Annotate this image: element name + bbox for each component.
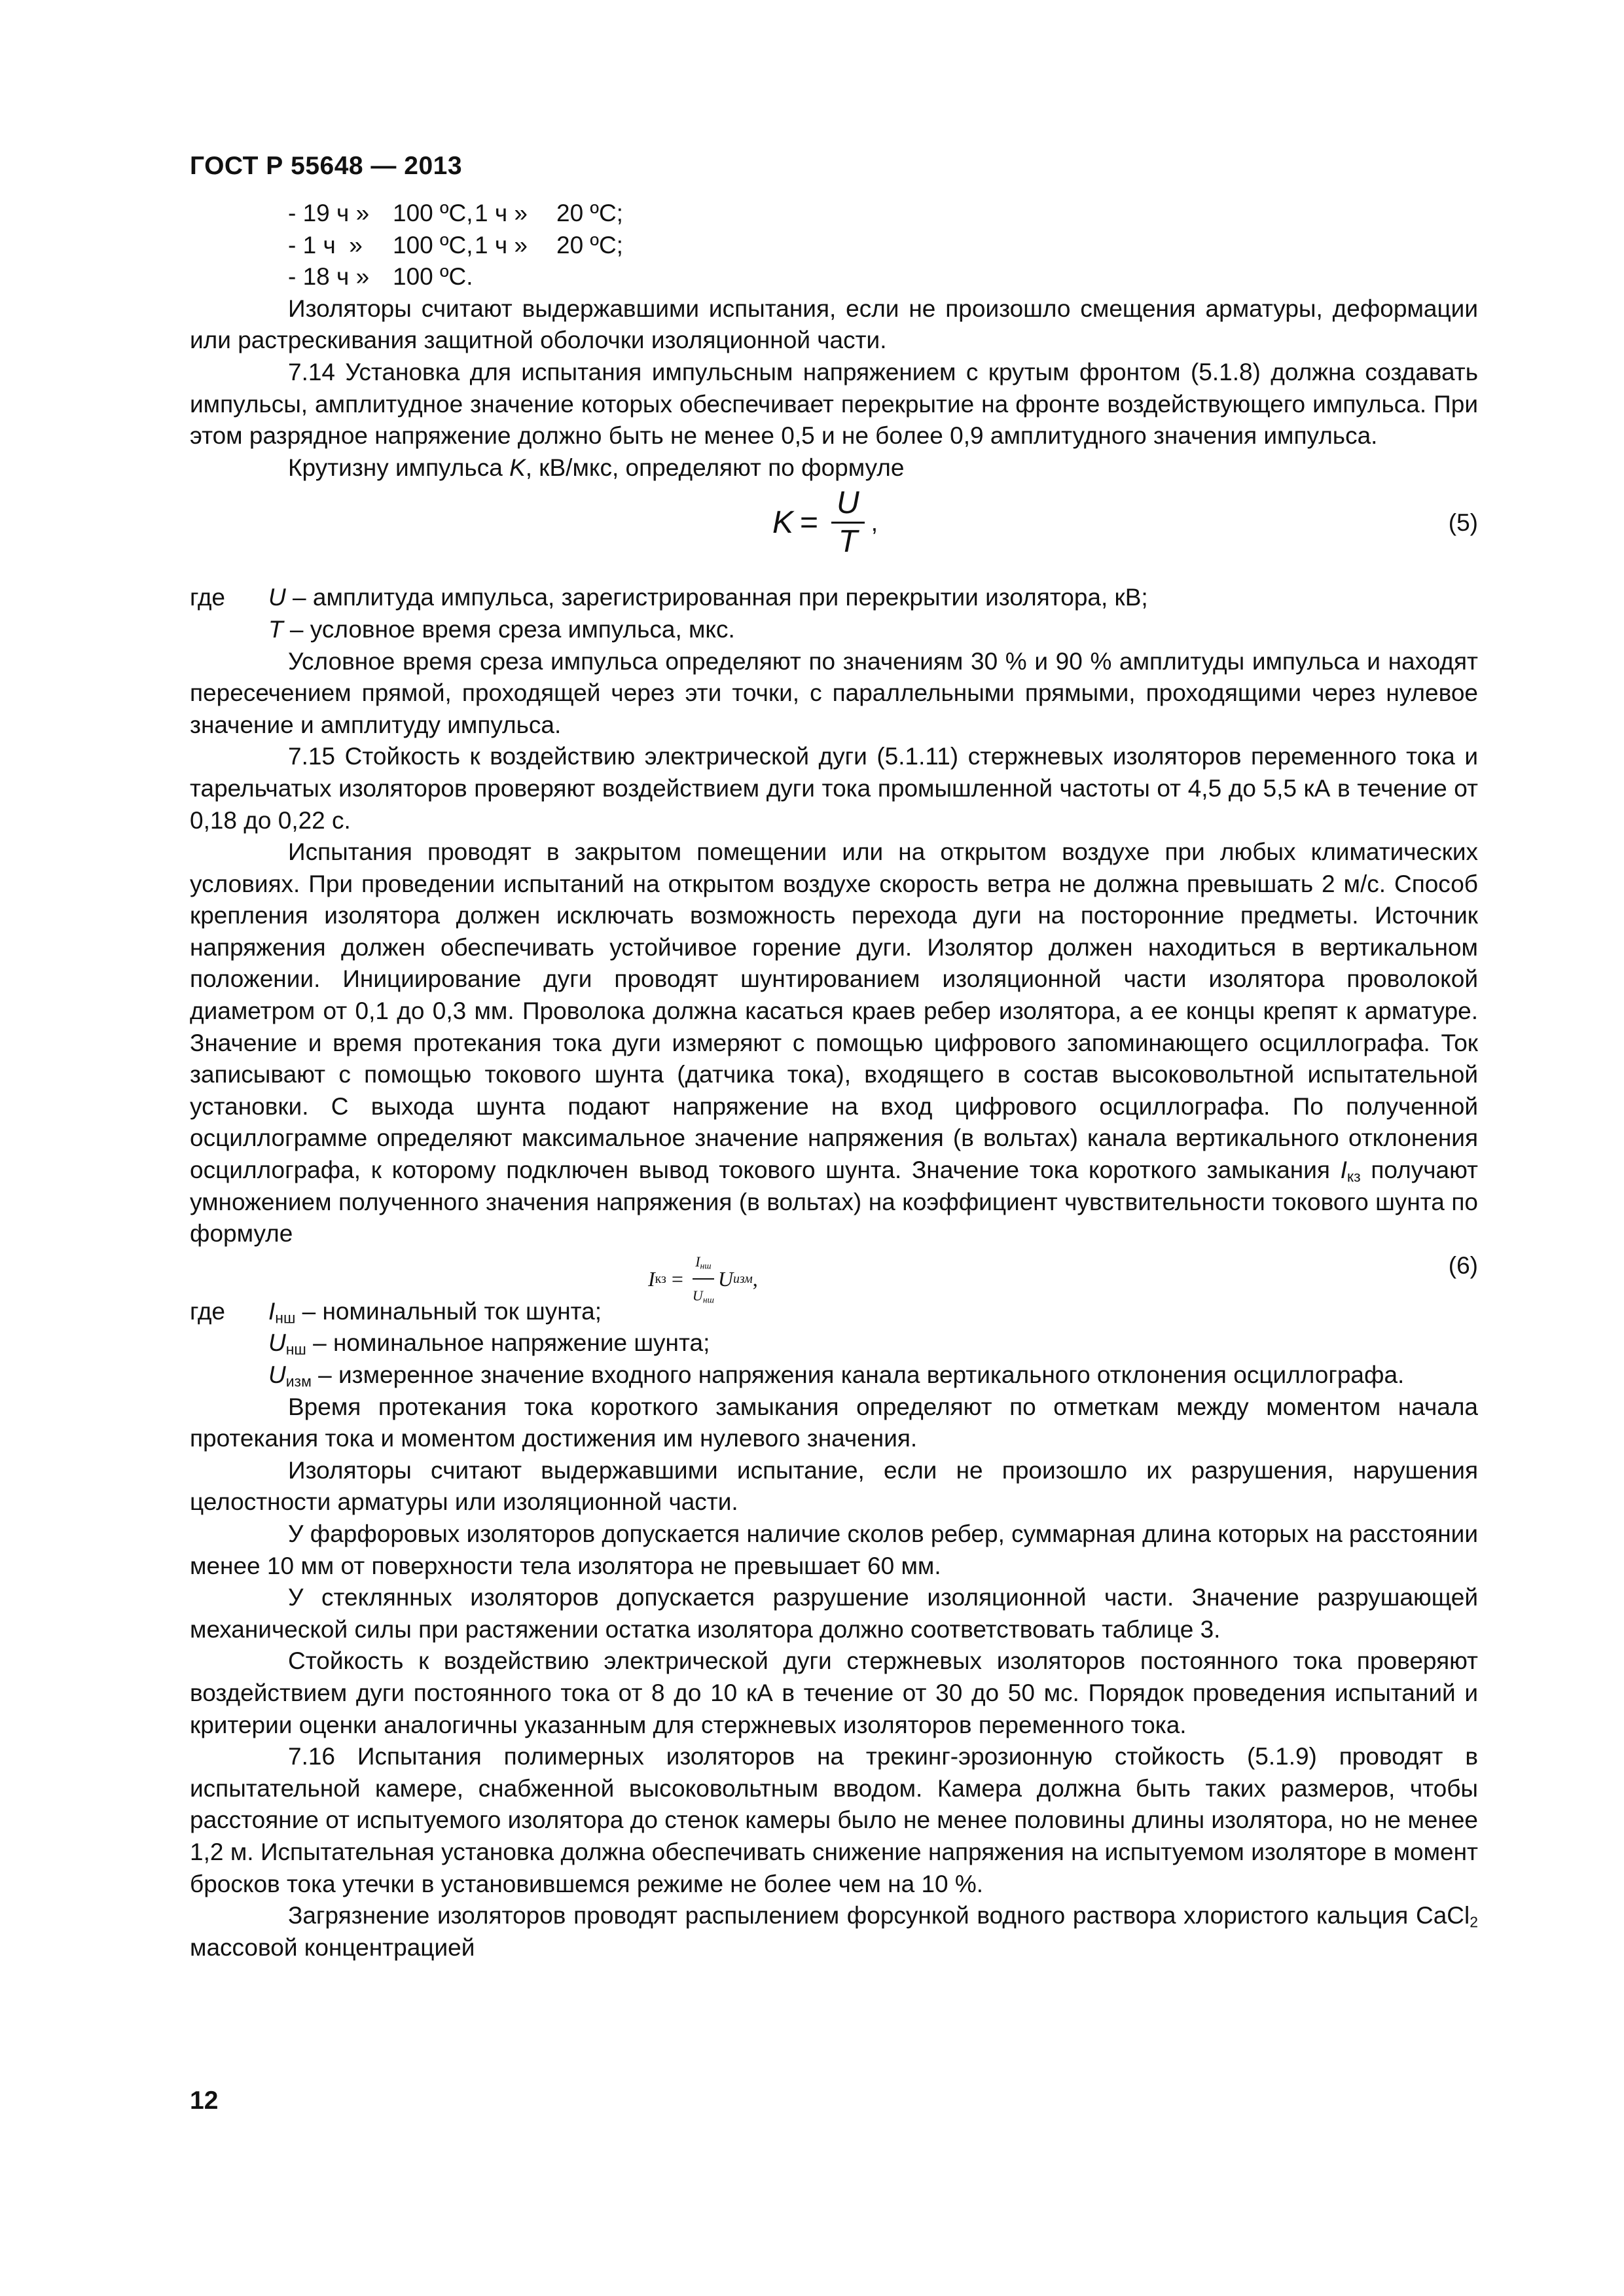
schedule-cell: 100 ºC, [393, 200, 473, 226]
paragraph: У стеклянных изоляторов допускается разрушение изоляционной части. Значение разрушающей механической силы при растяжении остатка изолятора должно соответствовать таблице 3. [190, 1584, 1478, 1643]
paragraph: У фарфоровых изоляторов допускается наличие сколов ребер, суммарная длина которых на расстоянии менее 10 мм от поверхности тела изолятора не превышает 60 мм. [190, 1520, 1479, 1579]
schedule-cell: 20 ºC; [556, 231, 623, 259]
formula-number: (5) [1448, 509, 1478, 537]
page-content [190, 198, 1478, 1964]
fraction: $I_{нш}$ $U_{нш}$ [692, 1253, 714, 1305]
paragraph-7-14: 7.14 Установка для испытания импульсным напряжением с крутым фронтом (5.1.8) должна создавать импульсы, амплитудное значение которых обеспечивает перекрытие на фронте воздействующего импульса. При этом разрядное напряжение должно быть не менее 0,5 и не более 0,9 амплитудного значения импульса. [190, 358, 1478, 450]
paragraph: Условное время среза импульса определяют по значениям 30 % и 90 % амплитуды импульса и находят пересечением прямой, проходящей через эти точки, с параллельными прямыми, проходящими через нулевое значение и амплитуду импульса. [190, 647, 1478, 738]
formula-5: K = $\frac{U}{T}$ , (5) [772, 486, 1478, 560]
paragraph-7-15: 7.15 Стойкость к воздействию электрической дуги (5.1.11) стержневых изоляторов переменного тока и тарельчатых изоляторов проверяют воздействием дуги тока промышленной частоты от 4,5 до 5,5 кА в течение от 0,18 до 0,22 с. [190, 743, 1478, 834]
where-block: где U – амплитуда импульса, зарегистрированная при перекрытии изолятора, кВ; [190, 584, 1148, 611]
where-item: T – условное время среза импульса, мкс. [268, 615, 735, 643]
schedule-cell: - 19 ч » [288, 200, 370, 226]
paragraph: Время протекания тока короткого замыкания определяют по отметкам между моментом начала протекания тока и моментом достижения им нулевого значения. [190, 1393, 1478, 1452]
schedule-cell: 100 ºC, [393, 231, 473, 259]
schedule-cell: 100 ºC. [393, 263, 473, 291]
paragraph: Изоляторы считают выдержавшими испытание, если не произошло их разрушения, нарушения целостности арматуры или изоляционной части. [190, 1456, 1478, 1516]
schedule-cell: 1 ч » [475, 200, 528, 226]
where-item: $U_{нш}$ – номинальное напряжение шунта; [268, 1329, 710, 1359]
schedule-cell: 20 ºC; [556, 200, 623, 226]
schedule-row [288, 261, 1478, 293]
paragraph: Изоляторы считают выдержавшими испытания, если не произошло смещения арматуры, деформации или растрескивания защитной оболочки изоляционной части. [190, 295, 1478, 354]
paragraph: Испытания проводят в закрытом помещении или на открытом воздухе при любых климатических условиях. При проведении испытаний на открытом воздухе скорость ветра не должна превышать 2 м/с. Способ крепления изолятора должен исключать возможность перехода дуги на посторонние предметы. Источник напряжения должен обеспечивать устойчивое горение дуги. Изолятор должен находиться в вертикальном положении. Инициирование дуги проводят шунтированием изоляционной части изолятора проволокой диаметром от 0,1 до 0,3 мм. Проволока должна касаться краев ребер изолятора, а ее концы крепят к арматуре. Значение и время протекания тока дуги измеряют с помощью цифрового запоминающего осциллографа. Ток записывают с помощью токового шунта (датчика тока), входящего в состав высоковольтной испытательной установки. С выхода шунта подают напряжение на вход цифрового осциллографа. По полученной осциллограмме определяют максимальное значение напряжения (в вольтах) канала вертикального отклонения осциллографа, к которому подключен вывод токового шунта. Значение тока короткого замыкания $I_{кз}$ получают умножением полученного значения напряжения (в вольтах) на коэффициент чувствительности токового шунта по формуле [190, 838, 1478, 1247]
paragraph: Загрязнение изоляторов проводят распылением форсункой водного раствора хлористого кальция CaCl$_2$ массовой концентрацией [190, 1902, 1478, 1961]
schedule-row [288, 198, 1478, 230]
paragraph-7-16: 7.16 Испытания полимерных изоляторов на трекинг-эрозионную стойкость (5.1.9) проводят в испытательной камере, снабженной высоковольтным вводом. Камера должна быть таких размеров, чтобы расстояние от испытуемого изолятора до стенок камеры было не менее половины длины изолятора, но не менее 1,2 м. Испытательная установка должна обеспечивать снижение напряжения на испытуемом изоляторе в момент бросков тока утечки в установившемся режиме не более чем на 10 %. [190, 1743, 1478, 1897]
formula-6: I кз = $I_{нш}$ $U_{нш}$ U изм , (6) [190, 1250, 1478, 1289]
schedule-cell: - 1 ч » [288, 231, 363, 259]
paragraph: Стойкость к воздействию электрической дуги стержневых изоляторов постоянного тока проверяют воздействием дуги постоянного тока от 8 до 10 кА в течение от 30 до 50 мс. Порядок проведения испытаний и критерии оценки аналогичны указанным для стержневых изоляторов переменного тока. [190, 1647, 1478, 1738]
schedule-row [288, 230, 1478, 262]
page-number: 12 [190, 2087, 219, 2115]
schedule-cell: - 18 ч » [288, 263, 370, 291]
schedule-cell: 1 ч » [475, 231, 528, 259]
document-header: ГОСТ Р 55648 — 2013 [190, 152, 463, 180]
formula-lhs: K [772, 505, 794, 540]
fraction: $\frac{U}{T}$ [831, 488, 865, 558]
where-block: где $I_{нш}$ – номинальный ток шунта; [190, 1297, 602, 1327]
where-item: $U_{изм}$ – измеренное значение входного напряжения канала вертикального отклонения осциллографа. [268, 1361, 1405, 1390]
formula-number: (6) [1448, 1251, 1478, 1279]
paragraph: Крутизну импульса K, кВ/мкс, определяют по формуле [288, 454, 905, 481]
